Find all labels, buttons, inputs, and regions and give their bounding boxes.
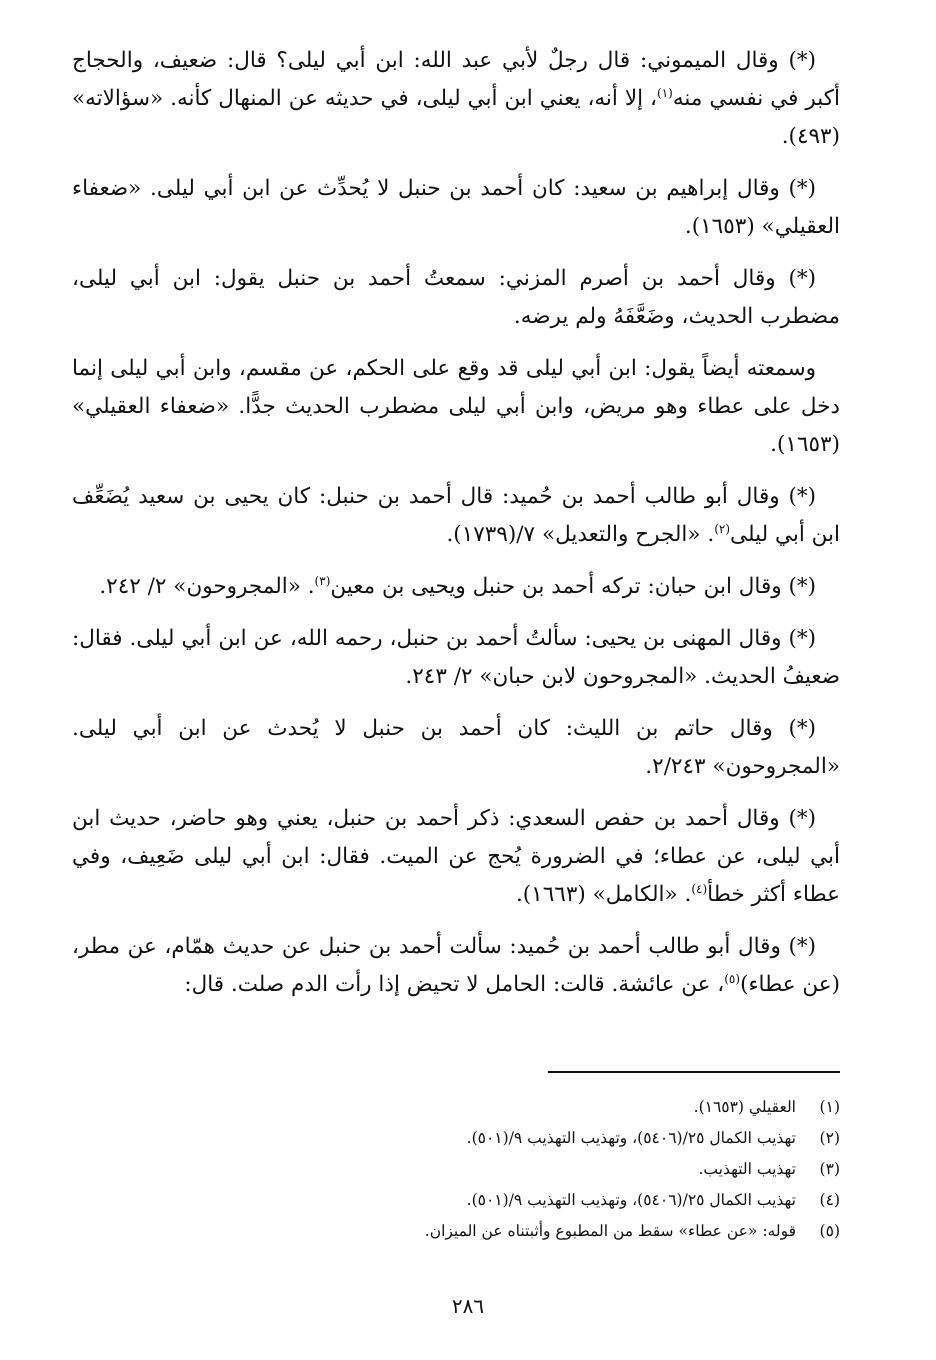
footnote <box>96 1123 840 1154</box>
footnote-ref: (٥) <box>724 971 741 986</box>
paragraph: (*) وقال أحمد بن حفص السعدي: ذكر أحمد بن حنبل، يعني وهو حاضر، حديث ابن أبي ليلى، عن عطاء؛ في الضرورة يُحج عن الميت. فقال: ابن أبي ليلى ضَعِيف، وفي عطاء أكثر خطأ$^{(٤)}$. «الكامل» (١٦٦٣). <box>72 806 840 907</box>
footnote-text: تهذيب التهذيب. <box>698 1160 796 1178</box>
paragraph: (*) وقال المهنى بن يحيى: سألتُ أحمد بن حنبل، رحمه الله، عن ابن أبي ليلى. فقال: ضعيفُ الحديث. «المجروحون لابن حبان» ٢/ ٢٤٣. <box>72 626 840 689</box>
footnote-text: تهذيب الكمال ٢٥/(٥٤٠٦)، وتهذيب التهذيب ٩/(٥٠١). <box>466 1191 796 1209</box>
footnote-number: (٣) <box>819 1160 840 1178</box>
footnote-ref: (١) <box>657 85 673 100</box>
footnote <box>96 1092 840 1123</box>
footnote-number: (٤) <box>819 1191 840 1209</box>
footnote <box>96 1216 840 1247</box>
footnote-ref: (٣) <box>314 573 331 588</box>
paragraph: (*) وقال ابن حبان: تركه أحمد بن حنبل ويحيى بن معين$^{(٣)}$. «المجروحون» ٢/ ٢٤٢. <box>99 573 816 599</box>
footnote-number: (١) <box>819 1098 840 1116</box>
footnote-text: قوله: «عن عطاء» سقط من المطبوع وأثبتناه عن الميزان. <box>424 1222 796 1240</box>
page-number: ٢٨٦ <box>451 1294 485 1318</box>
footnote <box>96 1154 840 1185</box>
footnote-text: العقيلي (١٦٥٣). <box>693 1098 796 1116</box>
paragraph: (*) وقال أبو طالب أحمد بن حُميد: قال أحمد بن حنبل: كان يحيى بن سعيد يُضَعِّف ابن أبي ليلى$^{(٢)}$. «الجرح والتعديل» ٧/(١٧٣٩). <box>72 484 840 547</box>
footnote-text: تهذيب الكمال ٢٥/(٥٤٠٦)، وتهذيب التهذيب ٩/(٥٠١). <box>466 1129 796 1147</box>
paragraph: (*) وقال حاتم بن الليث: كان أحمد بن حنبل لا يُحدث عن ابن أبي ليلى. «المجروحون» ٢/٢٤٣. <box>72 716 840 779</box>
paragraph: (*) وقال أحمد بن أصرم المزني: سمعتُ أحمد بن حنبل يقول: ابن أبي ليلى، مضطرب الحديث، وضَعَّفَهُ ولم يرضه. <box>72 266 840 329</box>
footnote-divider <box>548 1071 840 1073</box>
footnote-number: (٥) <box>819 1222 840 1240</box>
footnote <box>96 1185 840 1216</box>
paragraph: (*) وقال أبو طالب أحمد بن حُميد: سألت أحمد بن حنبل عن حديث همّام، عن مطر، (عن عطاء)$^{(٥)}$، عن عائشة. قالت: الحامل لا تحيض إذا رأت الدم صلت. قال: <box>72 934 840 997</box>
paragraph: (*) وقال الميموني: قال رجلٌ لأبي عبد الله: ابن أبي ليلى؟ قال: ضعيف، والحجاج أكبر في نفسي منه$^{(١)}$، إلا أنه، يعني ابن أبي ليلى، في حديثه عن المنهال كأنه. «سؤالاته» (٤٩٣). <box>72 48 840 149</box>
paragraph: (*) وقال إبراهيم بن سعيد: كان أحمد بن حنبل لا يُحدِّث عن ابن أبي ليلى. «ضعفاء العقيلي» (١٦٥٣). <box>72 176 840 239</box>
footnotes <box>96 1092 840 1247</box>
main-text <box>72 42 840 1004</box>
paragraph: وسمعته أيضاً يقول: ابن أبي ليلى قد وقع على الحكم، عن مقسم، وابن أبي ليلى إنما دخل على عطاء وهو مريض، وابن أبي ليلى مضطرب الحديث جدًّا. «ضعفاء العقيلي» (١٦٥٣). <box>72 356 840 457</box>
footnote-number: (٢) <box>819 1129 840 1147</box>
footnote-ref: (٤) <box>691 881 708 896</box>
footnote-ref: (٢) <box>714 521 731 536</box>
